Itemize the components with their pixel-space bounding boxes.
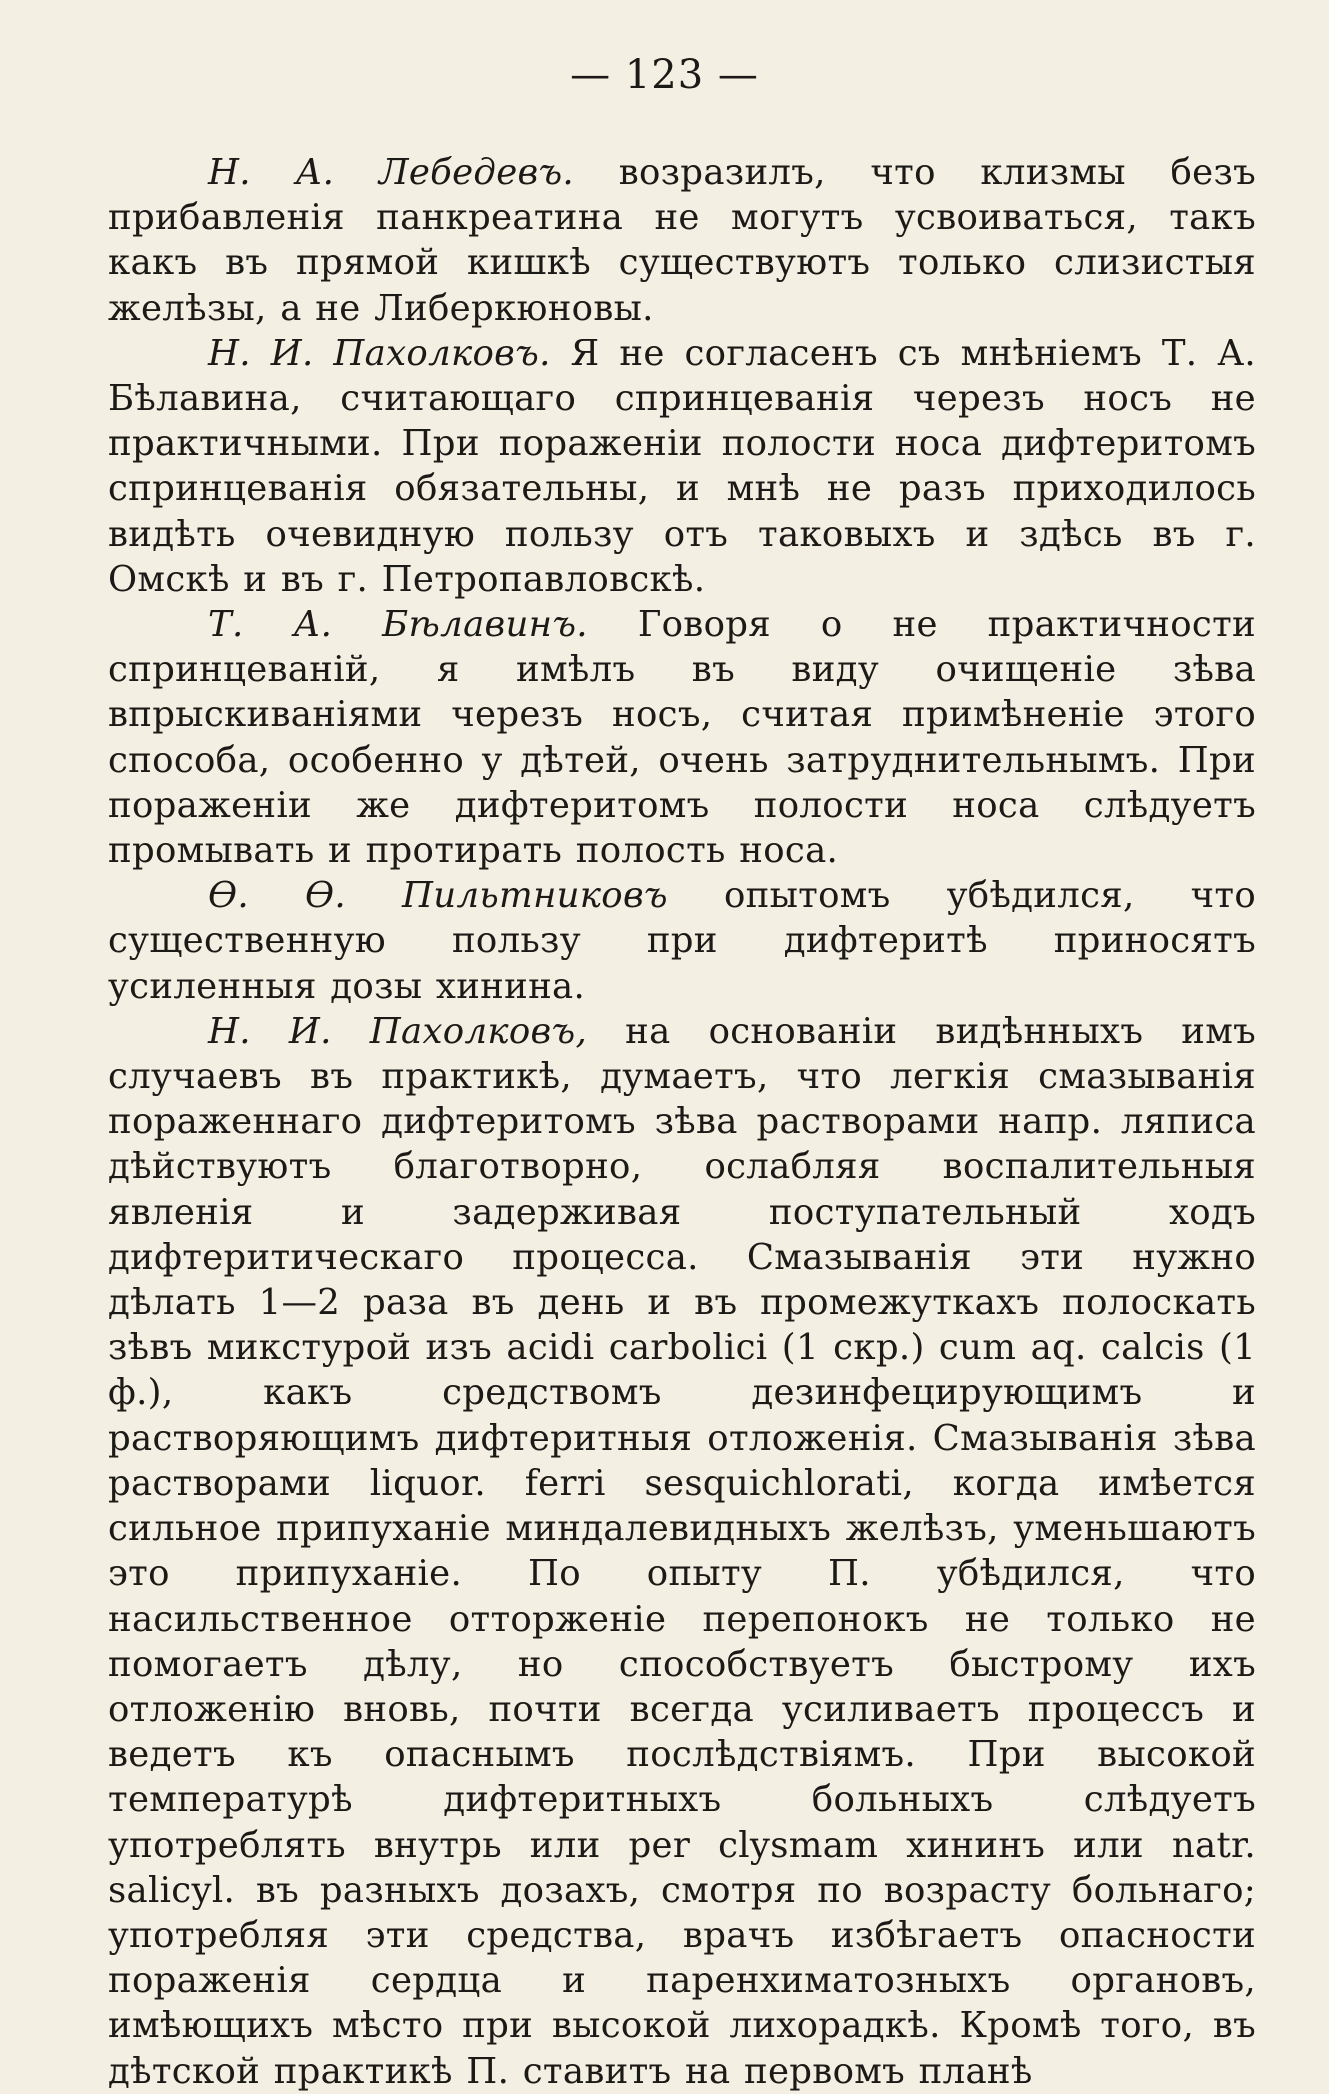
paragraph [108, 1009, 1256, 2094]
page-number: — 123 — [570, 52, 759, 98]
speaker-name: Н. И. Пахолковъ, [208, 1010, 588, 1052]
paragraph-text: опытомъ убѣдился, что существенную пользу при дифтеритѣ приносятъ усиленныя дозы хинина. [108, 875, 1256, 1007]
speaker-name: Н. А. Лебедевъ. [208, 152, 575, 193]
speaker-name: Т. А. Бѣлавинъ. [208, 604, 588, 646]
speaker-name: Ѳ. Ѳ. Пильтниковъ [208, 875, 668, 917]
speaker-name: Н. И. Пахолковъ. [208, 332, 551, 374]
paragraph [108, 331, 1256, 602]
paragraph [108, 150, 1256, 331]
paragraph-text: на основаніи видѣнныхъ имъ случаевъ въ практикѣ, думаетъ, что легкія смазыванія пораженнаго дифтеритомъ зѣва растворами напр. ляписа дѣйствуютъ благотворно, ослабляя воспалительныя явленія и задерживая поступательный ходъ дифтеритическаго процесса. Смазыванія эти нужно дѣлать 1—2 раза въ день и въ промежуткахъ полоскать зѣвъ микстурой изъ acidi carbolici (1 скр.) cum aq. calcis (1 ф.), какъ средствомъ дезинфецирующимъ и растворяющимъ дифтеритныя отложенія. Смазыванія зѣва растворами liquor. ferri sesquichlorati, когда имѣется сильное припуханіе миндалевидныхъ желѣзъ, уменьшаютъ это припуханіе. По опыту П. убѣдился, что насильственное отторженіе перепонокъ не только не помогаетъ дѣлу, но способствуетъ быстрому ихъ отложенію вновь, почти всегда усиливаетъ процессъ и ведетъ къ опаснымъ послѣдствіямъ. При высокой температурѣ дифтеритныхъ больныхъ слѣдуетъ употреблять внутрь или per clysmam хининъ или natr. salicyl. въ разныхъ дозахъ, смотря по возрасту больнаго; употребляя эти средства, врачъ избѣгаетъ опасности пораженія сердца и паренхиматозныхъ органовъ, имѣющихъ мѣсто при высокой лихорадкѣ. Кромѣ того, въ дѣтской практикѣ П. ставитъ на первомъ планѣ [108, 1010, 1257, 2092]
paragraph-text: возразилъ, что клизмы безъ прибавленія панкреатина не могутъ усвоиваться, такъ какъ въ прямой кишкѣ существуютъ только слизистыя желѣзы, а не Либеркюновы. [108, 152, 1257, 329]
paragraph [108, 602, 1256, 873]
paragraph-text: Я не согласенъ съ мнѣніемъ Т. А. Бѣлавина, считающаго спринцеванія черезъ носъ не практичными. При пораженіи полости носа дифтеритомъ спринцеванія обязательны, и мнѣ не разъ приходилось видѣть очевидную пользу отъ таковыхъ и здѣсь въ г. Омскѣ и въ г. Петропавловскѣ. [108, 332, 1256, 600]
text-body [108, 150, 1256, 2094]
paragraph-text: Говоря о не практичности спринцеваній, я имѣлъ въ виду очищеніе зѣва впрыскиваніями черезъ носъ, считая примѣненіе этого способа, особенно у дѣтей, очень затруднительнымъ. При пораженіи же дифтеритомъ полости носа слѣдуетъ промывать и протирать полость носа. [108, 604, 1256, 872]
paragraph [108, 873, 1256, 1009]
